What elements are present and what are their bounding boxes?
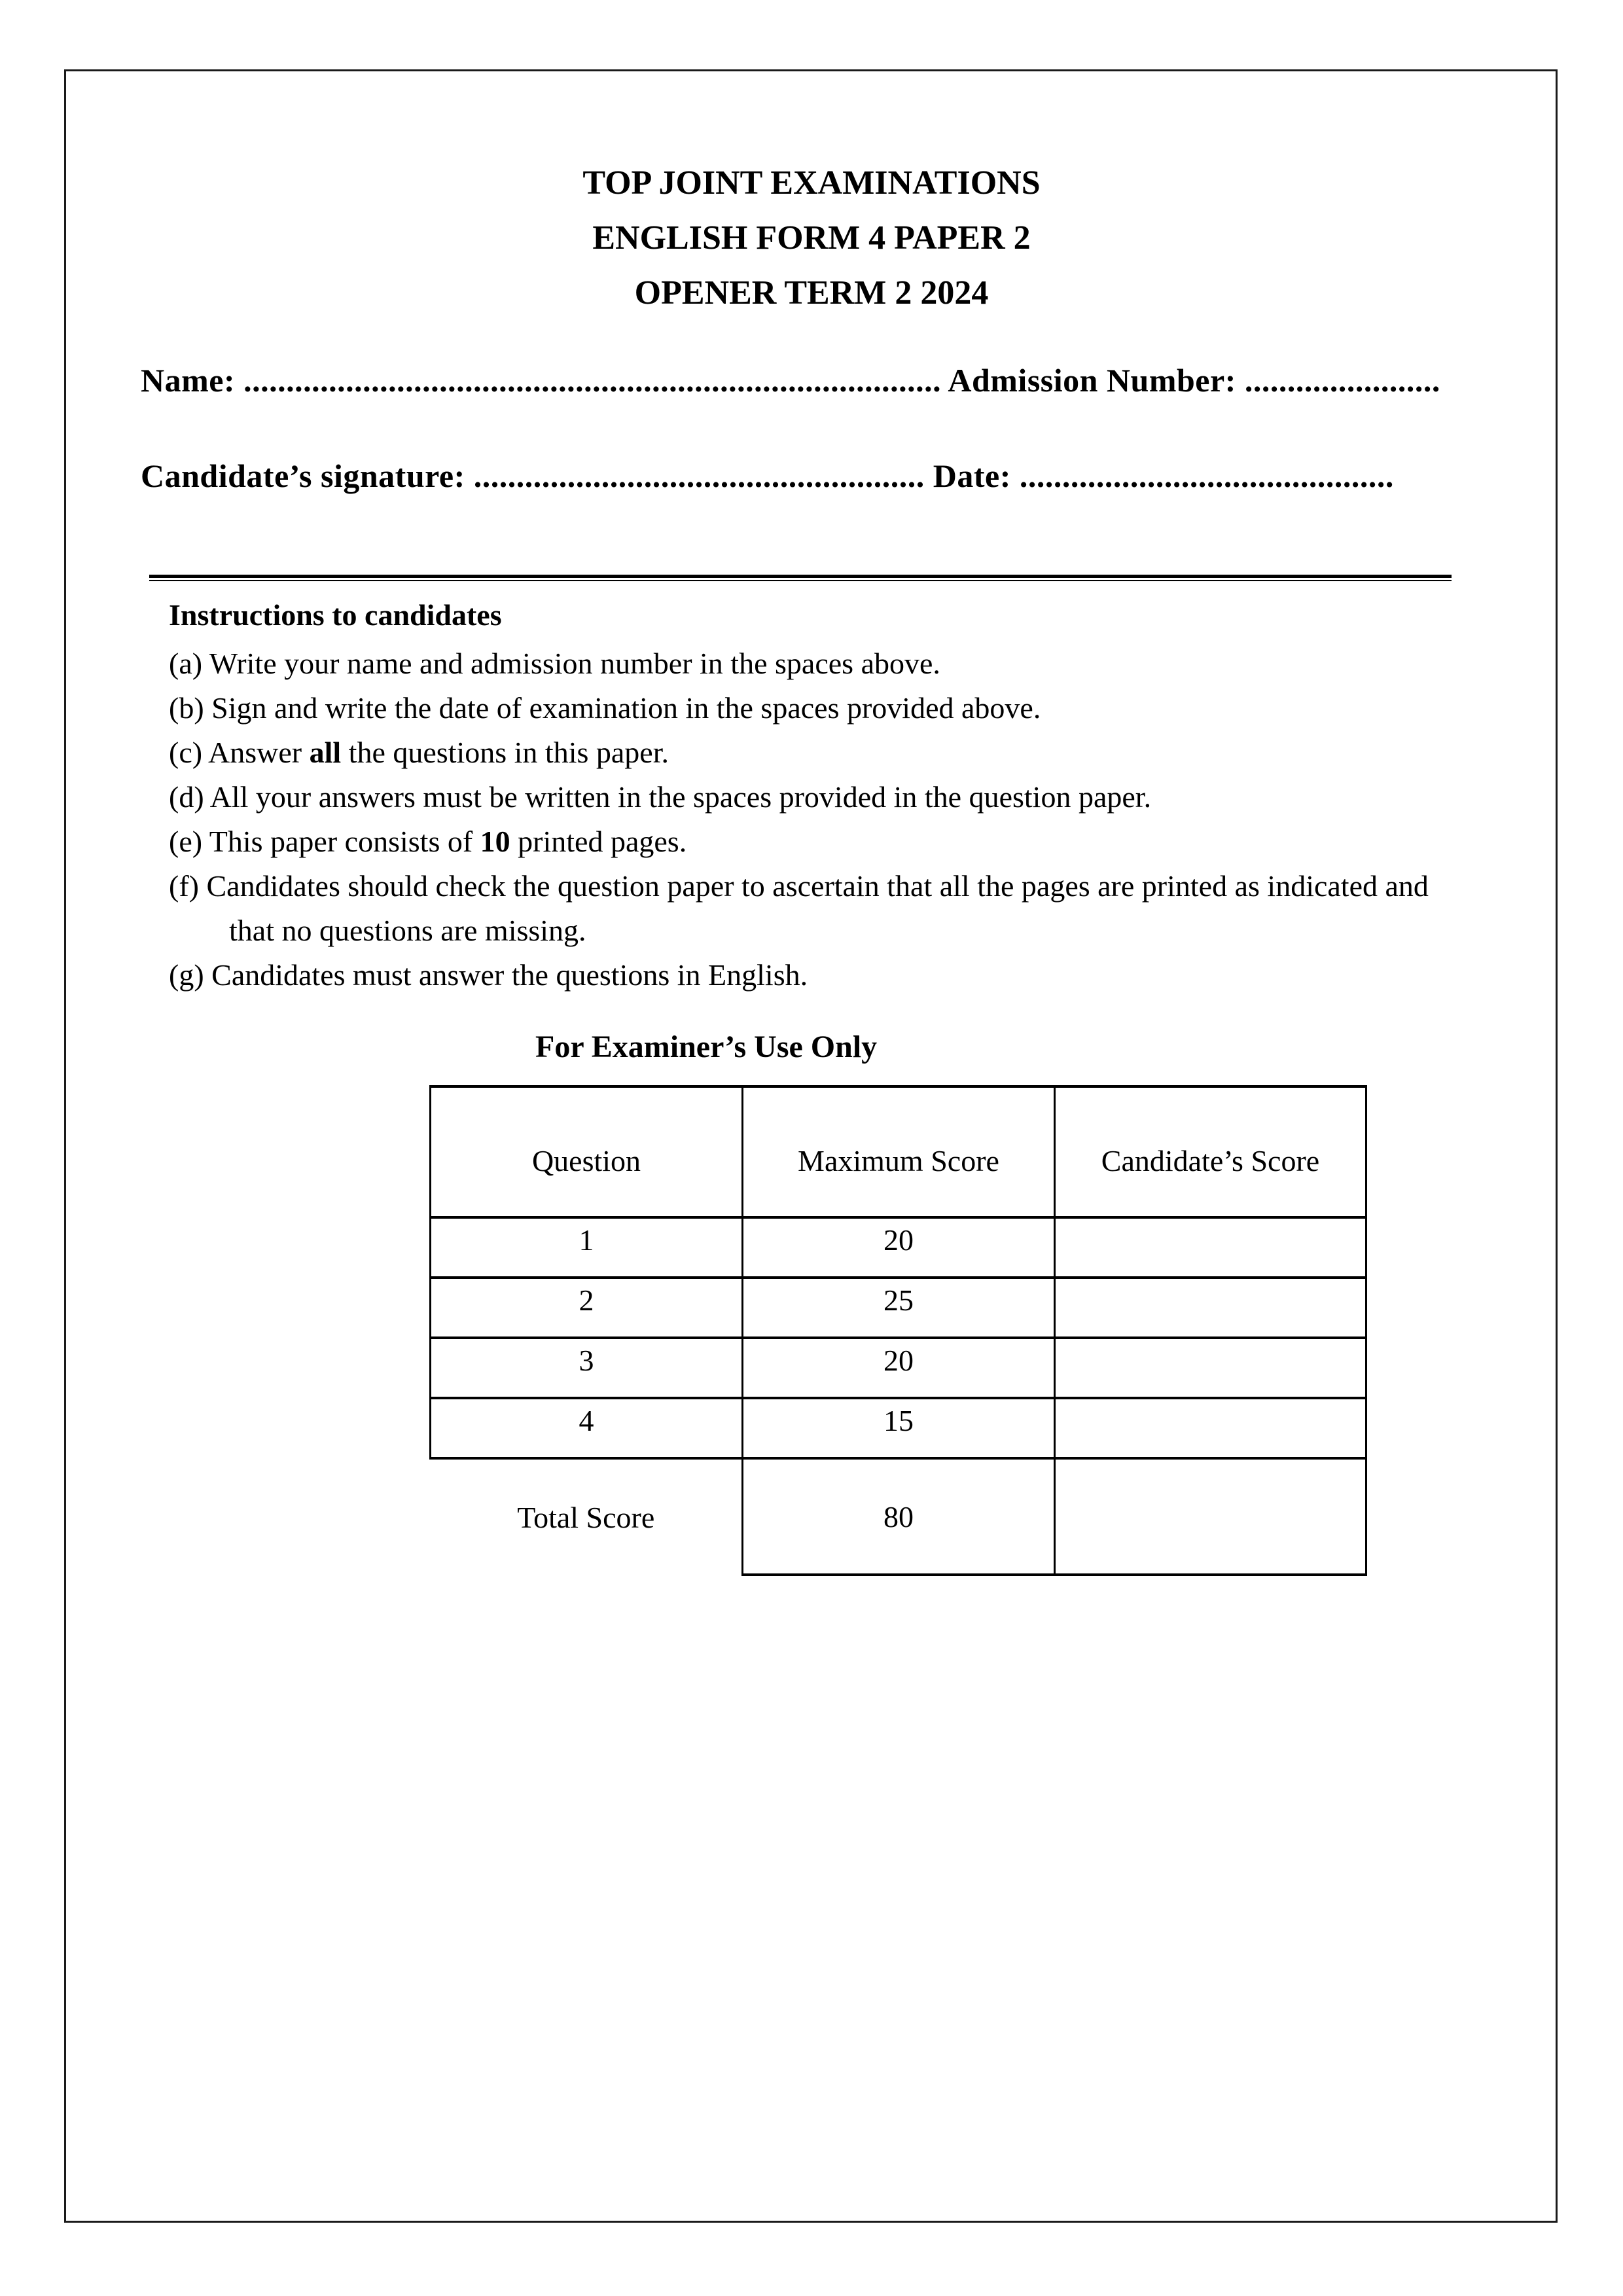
instruction-item-d bbox=[169, 775, 1474, 819]
table-row-total bbox=[431, 1458, 1366, 1575]
table-row-question-4 bbox=[431, 1398, 1366, 1458]
candidate-score-cell bbox=[1055, 1338, 1366, 1398]
instruction-text: This paper consists of bbox=[209, 825, 480, 858]
instruction-text: Answer bbox=[208, 736, 310, 769]
date-field: ............................................ bbox=[1019, 457, 1394, 494]
total-max-score-cell: 80 bbox=[743, 1458, 1055, 1575]
name-admission-line bbox=[141, 361, 1440, 399]
admission-number-label: Admission Number: bbox=[948, 362, 1236, 399]
column-header-question: Question bbox=[431, 1086, 743, 1217]
max-score-cell: 25 bbox=[743, 1278, 1055, 1338]
max-score-cell: 20 bbox=[743, 1217, 1055, 1278]
examiner-use-heading: For Examiner’s Use Only bbox=[535, 1030, 878, 1064]
instruction-label: (d) bbox=[169, 780, 204, 814]
instruction-text: Sign and write the date of examination in the spaces provided above. bbox=[211, 691, 1041, 725]
instruction-item-e bbox=[169, 819, 1474, 864]
instruction-label: (e) bbox=[169, 825, 203, 858]
signature-label: Candidate’s signature: bbox=[141, 457, 465, 494]
instruction-label: (b) bbox=[169, 691, 204, 725]
instruction-bold-text: 10 bbox=[480, 825, 510, 858]
signature-field: ..................................................... bbox=[473, 457, 925, 494]
instruction-text: the questions in this paper. bbox=[341, 736, 669, 769]
exam-title-line-2: ENGLISH FORM 4 PAPER 2 bbox=[592, 219, 1031, 257]
signature-date-line bbox=[141, 457, 1394, 495]
instructions-heading: Instructions to candidates bbox=[169, 598, 502, 632]
instruction-label: (g) bbox=[169, 958, 204, 992]
question-number-cell: 2 bbox=[431, 1278, 743, 1338]
total-score-label-cell: Total Score bbox=[517, 1500, 655, 1534]
table-row-question-1 bbox=[431, 1217, 1366, 1278]
max-score-cell: 20 bbox=[743, 1338, 1055, 1398]
column-header-maximum-score: Maximum Score bbox=[743, 1086, 1055, 1217]
instruction-text: All your answers must be written in the spaces provided in the question paper. bbox=[209, 780, 1152, 814]
table-row-question-3 bbox=[431, 1338, 1366, 1398]
instruction-item-f bbox=[169, 864, 1474, 953]
instruction-label: (c) bbox=[169, 736, 203, 769]
instruction-bold-text: all bbox=[309, 736, 342, 769]
instruction-label: (f) bbox=[169, 869, 199, 903]
total-candidate-score-cell bbox=[1055, 1458, 1366, 1575]
exam-title-line-1: TOP JOINT EXAMINATIONS bbox=[582, 164, 1041, 202]
instruction-label: (a) bbox=[169, 647, 203, 680]
column-header-candidates-score: Candidate’s Score bbox=[1055, 1086, 1366, 1217]
candidate-score-cell bbox=[1055, 1278, 1366, 1338]
instructions-section bbox=[169, 593, 1474, 997]
question-number-cell: 4 bbox=[431, 1398, 743, 1458]
admission-number-field: ....................... bbox=[1244, 362, 1440, 399]
candidate-score-cell bbox=[1055, 1398, 1366, 1458]
section-divider-rule bbox=[149, 575, 1452, 581]
name-field: .................................................................................. bbox=[243, 362, 942, 399]
instruction-text: Candidates should check the question paper to ascertain that all the pages are printed as indicated and that no questions are missing. bbox=[206, 869, 1429, 947]
table-row-question-2 bbox=[431, 1278, 1366, 1338]
date-label: Date: bbox=[933, 457, 1011, 494]
instruction-item-b bbox=[169, 686, 1474, 730]
max-score-cell: 15 bbox=[743, 1398, 1055, 1458]
candidate-score-cell bbox=[1055, 1217, 1366, 1278]
instruction-item-a bbox=[169, 641, 1474, 686]
instruction-item-c bbox=[169, 730, 1474, 775]
instruction-item-g bbox=[169, 953, 1474, 997]
examiner-score-table bbox=[429, 1085, 1367, 1576]
exam-title-block bbox=[0, 156, 1623, 321]
name-label: Name: bbox=[141, 362, 236, 399]
instruction-text: printed pages. bbox=[510, 825, 687, 858]
instruction-text: Write your name and admission number in the spaces above. bbox=[209, 647, 940, 680]
table-header-row bbox=[431, 1086, 1366, 1217]
question-number-cell: 3 bbox=[431, 1338, 743, 1398]
instruction-text: Candidates must answer the questions in English. bbox=[211, 958, 808, 992]
exam-title-line-3: OPENER TERM 2 2024 bbox=[634, 274, 989, 312]
question-number-cell: 1 bbox=[431, 1217, 743, 1278]
